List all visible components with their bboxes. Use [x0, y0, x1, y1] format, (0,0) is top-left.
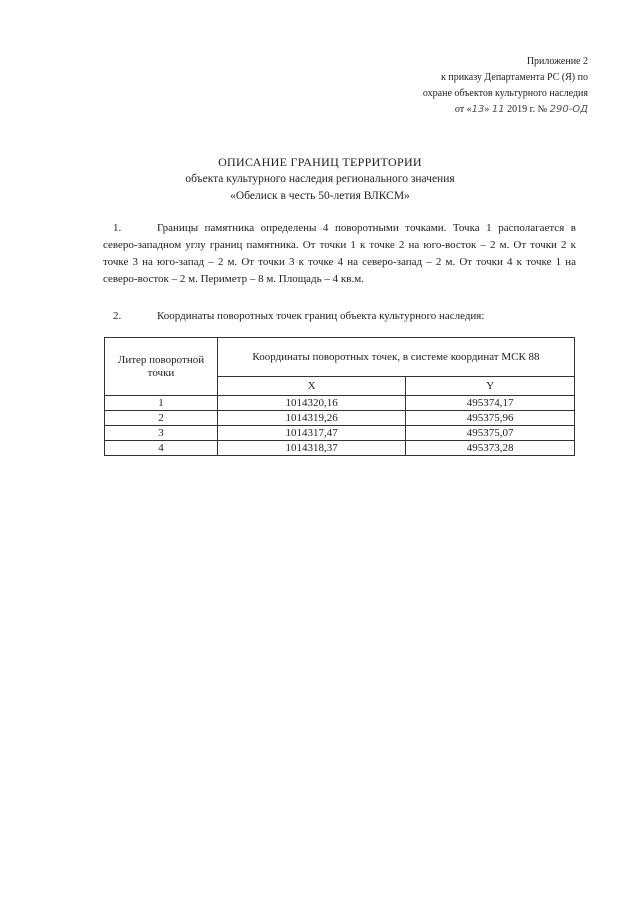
title-line-1: ОПИСАНИЕ ГРАНИЦ ТЕРРИТОРИИ — [218, 155, 422, 169]
paragraph-1-number: 1. — [113, 222, 122, 234]
date-mid: » — [484, 104, 490, 115]
table-row — [105, 411, 575, 426]
table-row — [105, 426, 575, 441]
cell-x: 1014320,16 — [218, 396, 406, 411]
paragraph-2-number: 2. — [113, 310, 122, 322]
paragraph-2 — [103, 308, 576, 325]
cell-y: 495375,96 — [406, 411, 575, 426]
cell-y: 495375,07 — [406, 426, 575, 441]
cell-x: 1014319,26 — [218, 411, 406, 426]
order-month: 11 — [491, 104, 505, 115]
appendix-line-1: Приложение 2 — [526, 56, 588, 67]
cell-y: 495373,28 — [406, 441, 575, 456]
cell-liter: 3 — [105, 426, 218, 441]
cell-liter: 1 — [105, 396, 218, 411]
cell-x: 1014318,37 — [218, 441, 406, 456]
order-day: 13 — [471, 104, 485, 115]
header-coordinates: Координаты поворотных точек, в системе координат МСК 88 — [218, 338, 575, 377]
document-title — [0, 154, 640, 205]
coordinates-table — [104, 337, 575, 456]
cell-x: 1014317,47 — [218, 426, 406, 441]
title-line-2: объекта культурного наследия регионального значения — [185, 173, 455, 185]
header-x: X — [218, 377, 406, 396]
paragraph-2-text: Координаты поворотных точек границ объекта культурного наследия: — [157, 310, 485, 322]
cell-liter: 4 — [105, 441, 218, 456]
order-date-line — [423, 102, 588, 118]
cell-y: 495374,17 — [406, 396, 575, 411]
appendix-header — [423, 54, 588, 118]
paragraph-1 — [103, 220, 576, 288]
appendix-line-3: охране объектов культурного наследия — [422, 88, 588, 99]
date-prefix: от « — [454, 104, 472, 115]
header-y: Y — [406, 377, 575, 396]
order-number: 290-ОД — [549, 104, 588, 115]
header-liter: Литер поворотной точки — [105, 338, 218, 396]
order-year: 2019 г. № — [507, 104, 548, 115]
cell-liter: 2 — [105, 411, 218, 426]
title-line-3: «Обелиск в честь 50-летия ВЛКСМ» — [230, 190, 410, 202]
paragraph-1-text: Границы памятника определены 4 поворотными точками. Точка 1 располагается в северо-западном углу границ памятника. От точки 1 к точке 2 на юго-восток – 2 м. От точки 2 к точке 3 на юго-запад – 2 м. От точки 3 к точке 4 на северо-запад – 2 м. От точки 4 к точке 1 на северо-восток – 2 м. Периметр – 8 м. Площадь – 4 кв.м. — [103, 222, 576, 285]
table-row — [105, 441, 575, 456]
appendix-line-2: к приказу Департамента РС (Я) по — [440, 72, 588, 83]
table-row — [105, 396, 575, 411]
